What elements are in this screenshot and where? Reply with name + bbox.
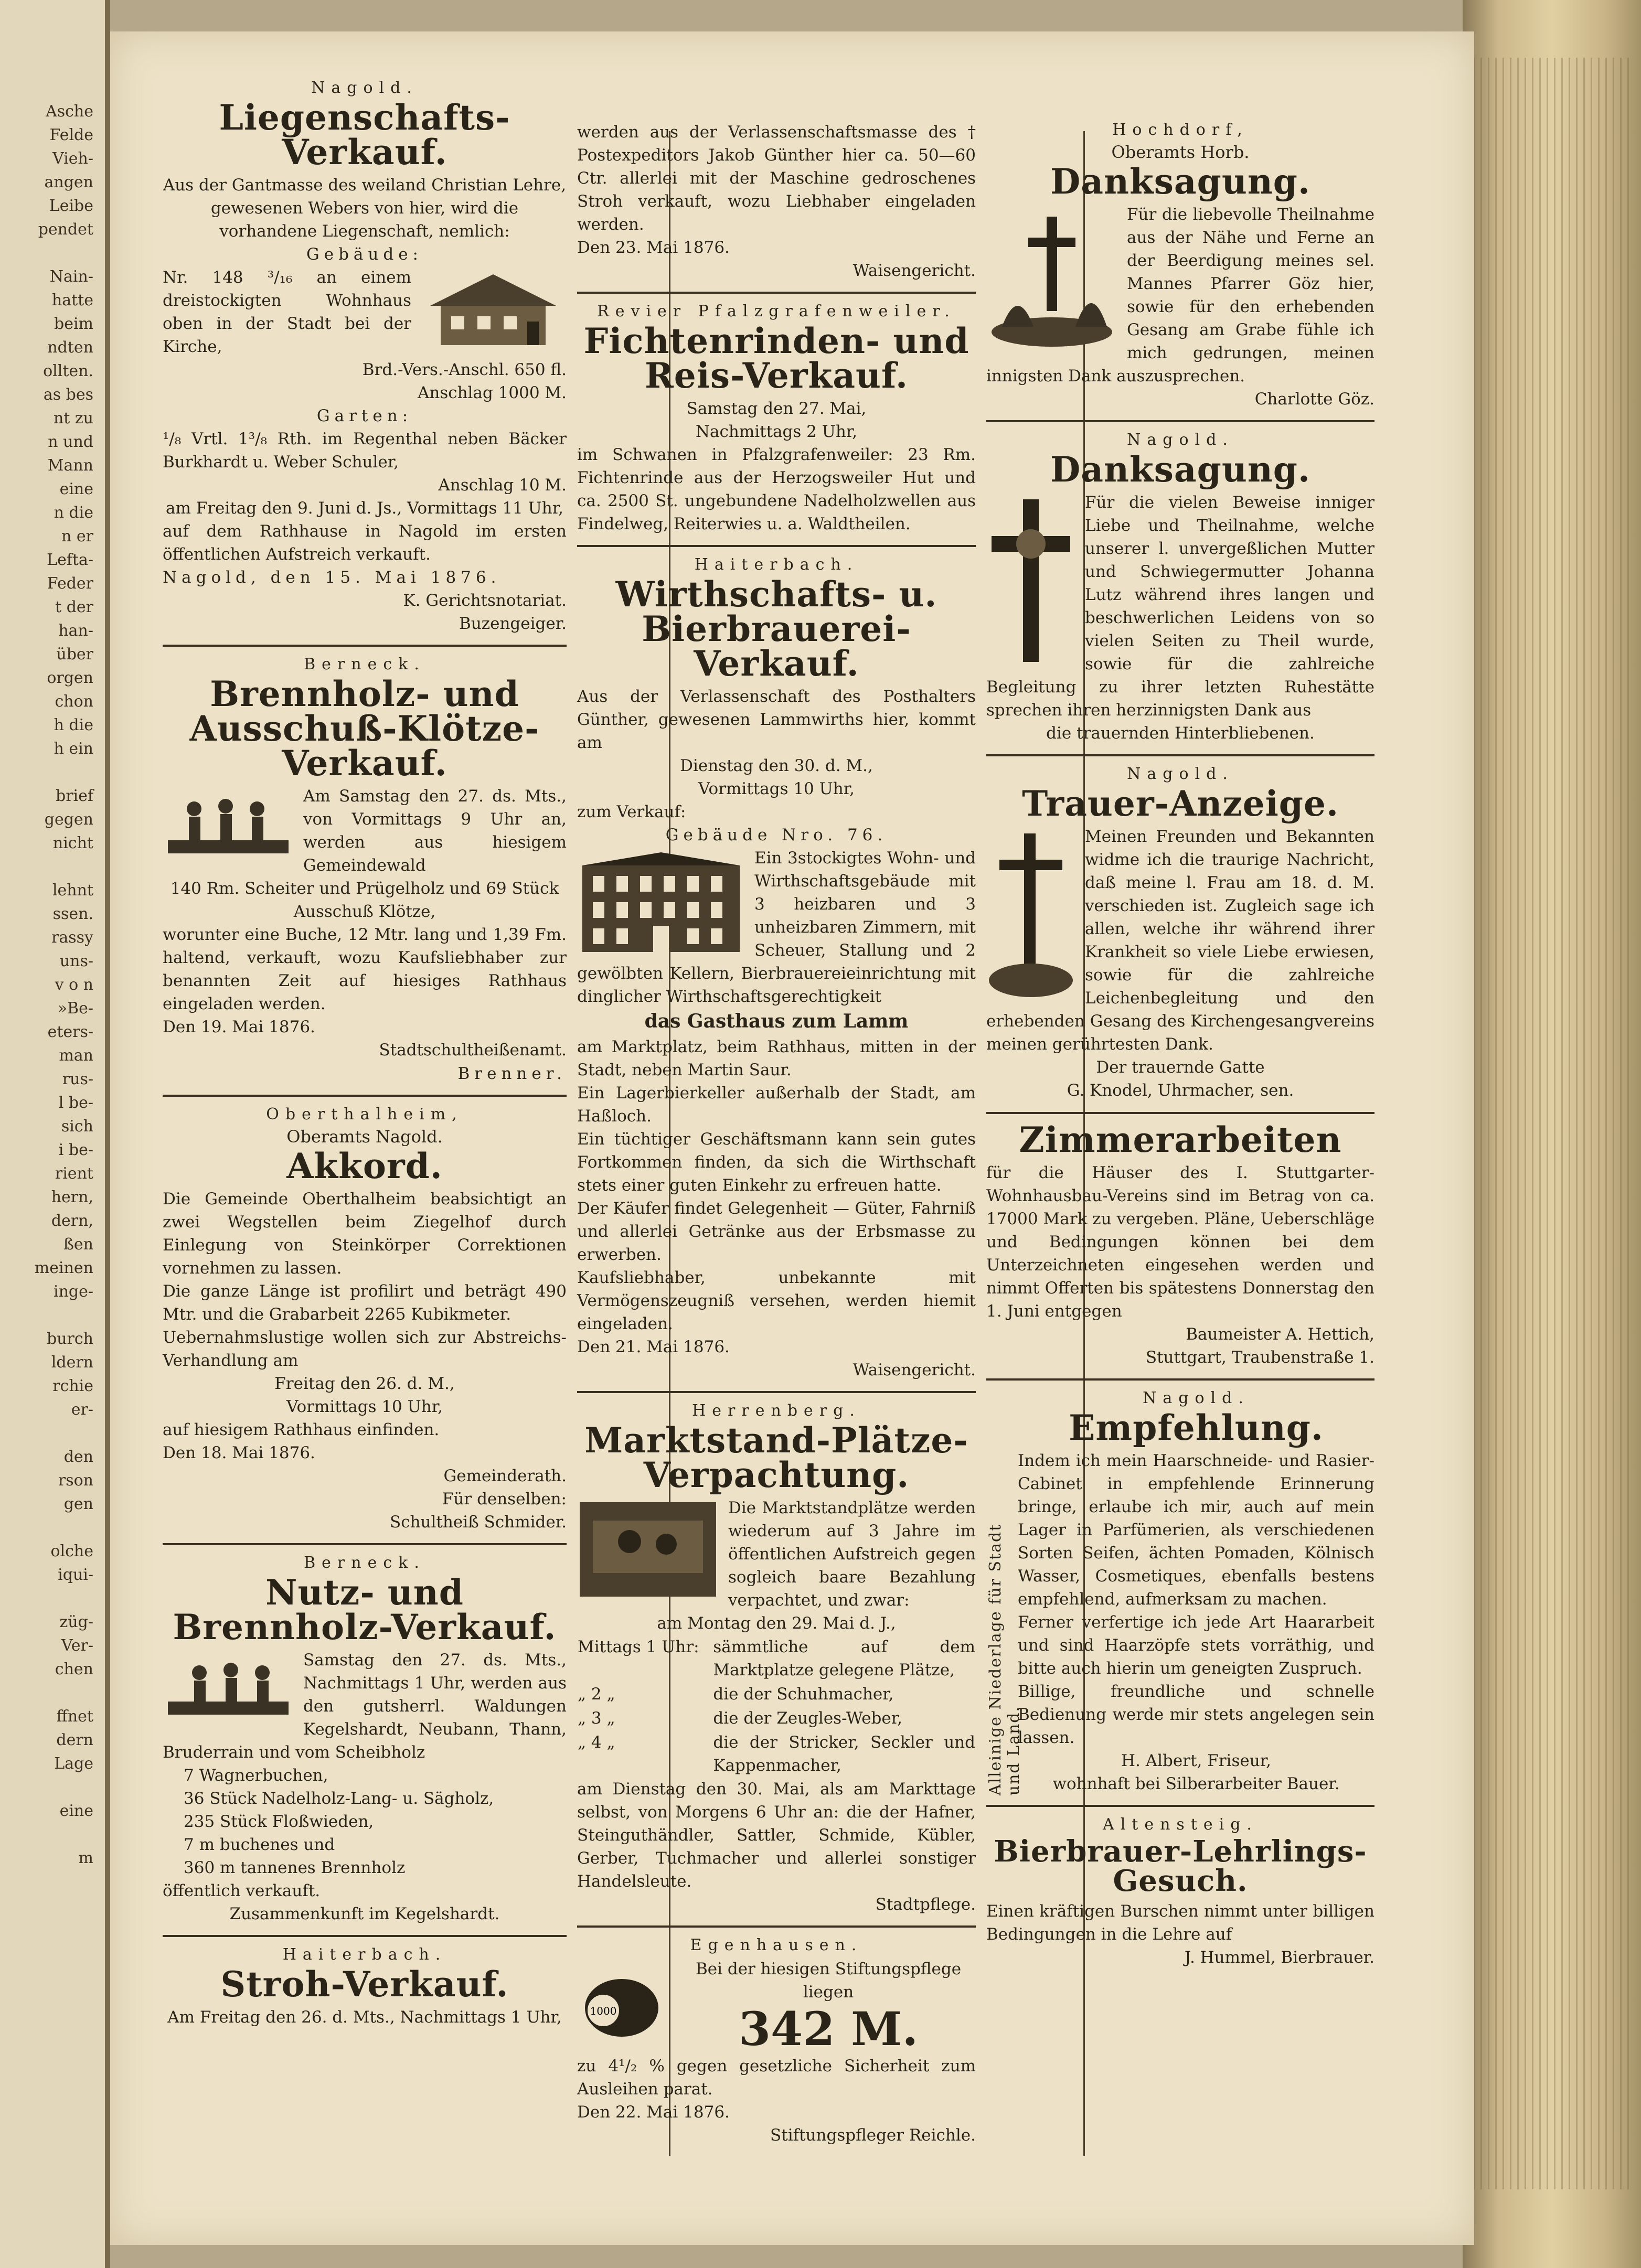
woodcutters-illustration: [163, 788, 294, 859]
ad-zimmerarbeiten: [986, 1119, 1374, 1369]
ad-text: werden aus der Verlassenschaftsmasse des † Postexpeditors Jakob Günther hier ca. 50—60 Ctr. allerlei mit der Maschine gedroschenes Stroh verkauft, wozu Liebhaber eingeladen werden.: [577, 123, 976, 234]
left-margin-fragment: gegen: [44, 810, 93, 829]
ad-place: Herrenberg.: [692, 1401, 861, 1420]
left-margin-fragment: eters-: [47, 1023, 93, 1041]
ad-signer: Schultheiß Schmider.: [389, 1512, 567, 1532]
ad-text: Für die vielen Beweise inniger Liebe und Theilnahme, welche unserer l. unvergeßlichen Mutter und Schwiegermutter Johanna Lutz während ihres langen und beschwerlichen Leidens von so vielen Seiten zu Theil wurde, sowie für die zahlreiche Begleitung zu ihrer letzten Ruhestätte sprechen ihren herzinnigsten Dank aus: [986, 493, 1374, 720]
ad-stroh-continued: [577, 121, 976, 282]
ad-place: Nagold.: [1143, 1388, 1250, 1407]
ad-signer: Brenner.: [457, 1064, 567, 1083]
left-margin-fragment: Lage: [54, 1755, 93, 1773]
ad-place-sub: Oberamts Horb.: [1111, 142, 1250, 162]
left-margin-fragment: man: [59, 1046, 93, 1065]
left-margin-fragment: [0, 1775, 93, 1799]
left-margin-fragment: [0, 1823, 93, 1846]
ad-value: Anschlag 1000 M.: [417, 383, 567, 403]
ad-item: ¹/₈ Vrtl. 1³/₈ Rth. im Regenthal neben Bäcker Burkhardt u. Weber Schuler,: [163, 430, 567, 472]
left-margin-fragment: l be-: [58, 1094, 93, 1112]
inn-building-illustration: [577, 850, 745, 955]
ad-place: Berneck.: [304, 655, 425, 674]
left-margin-fragment: meinen: [34, 1259, 93, 1277]
ad-text: Ein tüchtiger Geschäftsmann kann sein gutes Fortkommen finden, da sich die Wirthschaft stets einer guten Einkehr zu erfreuen hatte.: [577, 1129, 976, 1195]
ad-side-label: Alleinige Niederlage für Stadt und Land.: [986, 1523, 1023, 1795]
ad-text: worunter eine Buche, 12 Mtr. lang und 1,39 Fm. haltend, verkauft, wozu Kaufsliebhaber zur benannten Zeit auf hiesiges Rathhaus eingeladen werden.: [163, 925, 567, 1014]
ad-place: Altensteig.: [1103, 1815, 1258, 1834]
schedule-time: „ 2 „: [578, 1684, 615, 1704]
ad-place: Berneck.: [304, 1553, 425, 1572]
ad-headline: Marktstand-Plätze-Verpachtung.: [584, 1419, 968, 1495]
ad-place: Nagold.: [1127, 431, 1234, 450]
ad-text: Am Samstag den 27. ds. Mts., von Vormittags 9 Uhr an, werden aus hiesigem Gemeindewald: [303, 787, 567, 875]
left-margin-fragment: rchie: [52, 1377, 93, 1395]
ad-text: Kaufsliebhaber, unbekannte mit Vermögenszeugniß versehen, werden hiemit eingeladen.: [577, 1268, 976, 1333]
ad-text: im Schwanen in Pfalzgrafenweiler: 23 Rm. Fichtenrinde aus der Herzogsweiler Hut und ca. 2500 St. ungebundene Nadelholzwellen aus Findelweg, Reiterwies u. a. Waldtheilen.: [577, 445, 976, 534]
money-bag-illustration: [577, 1961, 672, 2039]
ad-wirthschafts-verkauf: [577, 555, 976, 1382]
ad-headline: Bierbrauer-Lehrlings-Gesuch.: [994, 1834, 1367, 1898]
mourning-cross-illustration: [986, 828, 1075, 1001]
ad-separator: [986, 754, 1374, 756]
ad-text: auf dem Rathhause in Nagold im ersten öffentlichen Aufstreich verkauft.: [163, 522, 567, 564]
ad-text: Der Käufer findet Gelegenheit — Güter, Fahrniß und allerlei Getränke aus der Erbsmasse zu erwerben.: [577, 1199, 976, 1264]
left-margin-fragment: züg-: [59, 1613, 93, 1631]
ad-headline: Danksagung.: [1050, 449, 1310, 490]
ad-signer: Buzengeiger.: [459, 614, 567, 634]
ad-items: 140 Rm. Scheiter und Prügelholz und 69 Stück Ausschuß Klötze,: [170, 879, 559, 922]
ad-text: Aus der Verlassenschaft des Posthalters Günther, gewesenen Lammwirths hier, kommt am: [577, 687, 976, 753]
left-margin-fragment: ndten: [47, 338, 93, 357]
ad-text: am Marktplatz, beim Rathhaus, mitten in der Stadt, neben Martin Saur.: [577, 1037, 976, 1079]
ad-place-sub: Oberamts Nagold.: [286, 1126, 443, 1147]
ad-signer: J. Hummel, Bierbrauer.: [1184, 1948, 1374, 1967]
ad-date: Den 22. Mai 1876.: [577, 2102, 730, 2122]
schedule-row: [577, 1730, 976, 1778]
ad-nutzholz-verkauf: [163, 1554, 567, 1925]
ad-headline: Stroh-Verkauf.: [220, 1963, 509, 2005]
ad-subheading: Garten:: [316, 406, 413, 426]
ad-text: am Dienstag den 30. Mai, als am Markttage selbst, von Morgens 6 Uhr an: die der Hafner, Steinguthändler, Sattler, Schmide, Kübler, Gerber, Tuchmacher und allerlei sonstiger Handelsleute.: [577, 1779, 976, 1891]
ad-danksagung-nagold: [986, 431, 1374, 745]
ad-item: Nr. 148 ³/₁₆ an einem dreistockigten Wohnhaus oben in der Stadt bei der Kirche,: [163, 268, 411, 357]
ad-separator: [163, 645, 567, 647]
ad-place: Egenhausen.: [690, 1936, 863, 1955]
left-margin-fragment: eine: [59, 1802, 93, 1820]
left-margin-fragment: Feder: [47, 574, 93, 593]
schedule-trade: sämmtliche auf dem Marktplatze gelegene Plätze,: [713, 1637, 975, 1679]
ad-separator: [986, 420, 1374, 422]
left-margin-fragment: orgen: [47, 669, 93, 687]
gravestone-cross-illustration: [986, 206, 1117, 348]
left-margin-fragment: ollten.: [43, 362, 93, 380]
ad-headline: Liegenschafts-Verkauf.: [219, 97, 510, 173]
left-margin-fragment: olche: [50, 1542, 93, 1560]
ad-amount: 342 M.: [738, 2002, 919, 2057]
ad-when: am Montag den 29. Mai d. J.,: [657, 1613, 896, 1633]
left-margin-fragment: uns-: [59, 952, 93, 970]
left-margin-fragment: gen: [63, 1495, 93, 1513]
left-margin-fragment: hern,: [51, 1188, 93, 1206]
ad-item: 360 m tannenes Brennholz: [184, 1858, 406, 1877]
ad-note: Zusammenkunft im Kegelshardt.: [229, 1904, 500, 1923]
ad-text: Bei der hiesigen Stiftungspflege liegen: [695, 1960, 962, 2002]
schedule-row: [577, 1682, 976, 1706]
column-1-content: [163, 79, 567, 2038]
ad-when: Vormittags 10 Uhr,: [698, 779, 855, 799]
ad-place: Nagold.: [311, 79, 418, 97]
ad-signer: G. Knodel, Uhrmacher, sen.: [1067, 1081, 1294, 1100]
ad-signer: Stiftungspfleger Reichle.: [770, 2125, 976, 2145]
left-margin-fragment: ffnet: [56, 1707, 93, 1726]
ad-signer: Gemeinderath.: [443, 1466, 567, 1485]
ad-value: Brd.-Vers.-Anschl. 650 fl.: [362, 360, 567, 380]
ad-signer: Der trauernde Gatte: [1096, 1058, 1265, 1077]
ad-text: für die Häuser des I. Stuttgarter-Wohnhausbau-Vereins sind im Betrag von ca. 17000 Mark zu vergeben. Pläne, Ueberschläge und Bedingungen können bei dem Unterzeichneten eingesehen werden und nimmt Offerten bis spätestens Donnerstag den 1. Juni entgegen: [986, 1163, 1374, 1321]
left-margin-fragment: »Be-: [57, 999, 93, 1018]
ad-place: Revier Pfalzgrafenweiler.: [597, 302, 956, 321]
ad-headline: Akkord.: [286, 1145, 443, 1186]
ad-signer: wohnhaft bei Silberarbeiter Bauer.: [1052, 1774, 1340, 1793]
ad-text: Ein 3stockigtes Wohn- und Wirthschaftsgebäude mit 3 heizbaren und 3 unheizbaren Zimmern, mit Scheuer, Stallung und 2 gewölbten Kellern, Bierbrauereieinrichtung mit dinglicher Wirthschaftsgerechtigkeit: [577, 849, 976, 1007]
ad-dateline: Nagold, den 15. Mai 1876.: [163, 568, 501, 587]
ad-text: Die Marktstandplätze werden wiederum auf 3 Jahre im öffentlichen Aufstreich gegen sogleich baare Bezahlung verpachtet, und zwar:: [728, 1498, 976, 1610]
ad-signer: H. Albert, Friseur,: [1121, 1751, 1271, 1770]
ad-when: Samstag den 27. Mai,: [686, 399, 867, 419]
ad-when: Dienstag den 30. d. M.,: [680, 756, 873, 776]
left-margin-fragment: rson: [58, 1471, 93, 1490]
ad-signer: Waisengericht.: [853, 1360, 976, 1379]
ad-item: 36 Stück Nadelholz-Lang- u. Sägholz,: [184, 1789, 494, 1808]
ad-separator: [163, 1095, 567, 1097]
left-margin-fragment: Asche: [46, 102, 93, 121]
ad-separator: [577, 1925, 976, 1928]
left-margin-fragment: h die: [54, 716, 93, 734]
schedule-trade: die der Zeugles-Weber,: [713, 1708, 902, 1728]
left-margin-fragment: [0, 241, 93, 265]
left-margin-fragment: t der: [55, 598, 93, 616]
left-margin-fragment: chen: [55, 1660, 93, 1678]
ad-date: Den 23. Mai 1876.: [577, 238, 730, 258]
market-stall-illustration: [577, 1500, 719, 1599]
ad-item-list: [163, 1764, 567, 1879]
ad-text: Billige, freundliche und schnelle Bedienung werde mir stets angelegen sein lassen.: [1018, 1682, 1374, 1747]
ad-separator: [577, 292, 976, 294]
ad-stiftungspflege: [577, 1936, 976, 2147]
ad-signer: Charlotte Göz.: [1254, 390, 1374, 409]
left-margin-fragment: [0, 1421, 93, 1445]
left-margin-fragment: [0, 1516, 93, 1539]
ad-akkord: [163, 1105, 567, 1534]
ad-stroh-verkauf: [163, 1945, 567, 2029]
ad-signer: Baumeister A. Hettich,: [1186, 1324, 1374, 1344]
ad-place: Nagold.: [1127, 765, 1234, 784]
left-margin-fragment: ldern: [51, 1353, 93, 1372]
left-margin-fragment: rassy: [51, 928, 93, 947]
ad-when: Vormittags 10 Uhr,: [286, 1397, 443, 1416]
left-margin-fragment: er-: [71, 1400, 93, 1419]
left-margin-fragment: dern,: [51, 1212, 93, 1230]
ad-separator: [163, 1543, 567, 1545]
ad-text: Aus der Gantmasse des weiland Christian Lehre, gewesenen Webers von hier, wird die vorhandene Liegenschaft, nemlich:: [163, 176, 567, 241]
left-margin-fragment: h ein: [54, 740, 93, 758]
left-margin-fragment: sich: [61, 1117, 93, 1136]
ad-headline: Fichtenrinden- und Reis-Verkauf.: [583, 320, 969, 397]
ad-item: 235 Stück Floßwieden,: [184, 1812, 374, 1831]
left-margin-fragment: Lefta-: [47, 551, 93, 569]
left-margin-fragment: burch: [47, 1330, 93, 1348]
left-margin-fragment: nt zu: [53, 409, 93, 427]
ad-text: Die Gemeinde Oberthalheim beabsichtigt an zwei Wegstellen beim Ziegelhof durch Einlegung von Steinkörper Correktionen vornehmen zu lassen.: [163, 1189, 567, 1278]
ad-headline: Trauer-Anzeige.: [1022, 783, 1339, 825]
ad-subheading: Gebäude Nro. 76.: [665, 826, 888, 845]
left-margin-fragment: han-: [58, 622, 93, 640]
left-margin-fragment: ssen.: [52, 905, 93, 923]
ad-text: Einen kräftigen Burschen nimmt unter billigen Bedingungen in die Lehre auf: [986, 1901, 1374, 1944]
ad-subheading: Gebäude:: [306, 245, 423, 264]
left-margin-fragment: n und: [48, 433, 93, 451]
left-margin-fragment: Nain-: [49, 268, 93, 286]
schedule-trade: die der Stricker, Seckler und Kappenmacher,: [713, 1732, 975, 1775]
ad-signer: Stadtpflege.: [875, 1895, 976, 1914]
left-margin-fragment: [0, 855, 93, 879]
ad-text: Uebernahmslustige wollen sich zur Abstreichs-Verhandlung am: [163, 1328, 567, 1370]
ad-text: Die ganze Länge ist profilirt und beträgt 490 Mtr. und die Grabarbeit 2265 Kubikmeter.: [163, 1281, 567, 1324]
house-illustration: [420, 269, 567, 348]
ad-item: 7 Wagnerbuchen,: [184, 1766, 328, 1785]
left-margin-fragment: Leibe: [49, 197, 93, 215]
left-margin-fragment: rient: [55, 1164, 93, 1183]
schedule-trade: die der Schuhmacher,: [713, 1684, 894, 1704]
left-margin-fragment: Vieh-: [52, 149, 93, 168]
left-margin-fragment: pendet: [38, 220, 93, 239]
left-margin-fragment: n er: [61, 527, 93, 545]
ad-text: öffentlich verkauft.: [163, 1881, 321, 1900]
ad-signer: Stuttgart, Traubenstraße 1.: [1145, 1347, 1374, 1367]
ad-text: Ein Lagerbierkeller außerhalb der Stadt, am Haßloch.: [577, 1083, 976, 1126]
left-margin-fragment: Ver-: [61, 1636, 93, 1655]
left-margin-fragment: lehnt: [52, 881, 93, 900]
ad-separator: [577, 1391, 976, 1393]
ad-place: Oberthalheim,: [266, 1105, 463, 1124]
schedule-row: [577, 1635, 976, 1682]
left-margin-fragment: [0, 1587, 93, 1610]
column-2-content: [577, 121, 976, 2156]
ad-danksagung-hochdorf: [986, 121, 1374, 411]
ad-headline: Empfehlung.: [1069, 1407, 1324, 1448]
ad-date: am Freitag den 9. Juni d. Js., Vormittags 11 Uhr,: [166, 499, 563, 518]
left-margin-fragment: ßen: [63, 1235, 93, 1254]
ad-text: Samstag den 27. ds. Mts., Nachmittags 1 Uhr, werden aus den gutsherrl. Waldungen Kegelshardt, Neubann, Thann, Bruderrain und vom Scheibholz: [163, 1650, 567, 1762]
left-margin-fragment: [0, 1681, 93, 1705]
left-margin-fragment: beim: [54, 315, 93, 333]
ad-headline: Danksagung.: [1050, 161, 1310, 202]
ad-date: Den 19. Mai 1876.: [163, 1018, 315, 1037]
ad-text: Meinen Freunden und Bekannten widme ich die traurige Nachricht, daß meine l. Frau am 18. d. M. verschieden ist. Zugleich sage ich allen, welche ihr während ihrer Krankheit so viele Liebe erwiesen, sowie für die zahlreiche Leichenbegleitung und den erhebenden Gesang des Kirchengesangvereins meinen gerührtesten Dank.: [986, 827, 1374, 1054]
left-page-text: [0, 0, 105, 1870]
ad-inn-name: das Gasthaus zum Lamm: [644, 1010, 909, 1033]
ad-when: Nachmittags 2 Uhr,: [695, 422, 858, 442]
ad-text: Am Freitag den 26. d. Mts., Nachmittags 1 Uhr,: [167, 2007, 562, 2027]
left-margin-fragment: [0, 1303, 93, 1327]
left-margin-fragment: eine: [59, 480, 93, 498]
ad-empfehlung: [986, 1389, 1374, 1795]
ad-text: Indem ich mein Haarschneide- und Rasier-Cabinet in empfehlende Erinnerung bringe, erlaube ich mir, auch auf mein Lager in Parfümerien, als verschiedenen Sorten Seifen, ächten Pomaden, Kölnisch Wasser, Cosmetiques, ebenfalls bestens empfehlend, aufmerksam zu machen.: [1018, 1451, 1374, 1609]
left-margin-fragment: dern: [56, 1731, 93, 1749]
ad-separator: [163, 1935, 567, 1937]
ad-marktstand-verpachtung: [577, 1402, 976, 1916]
ad-headline: Brennholz- und Ausschuß-Klötze-Verkauf.: [189, 673, 540, 784]
ad-brennholz-verkauf: [163, 655, 567, 1085]
schedule-time: „ 3 „: [578, 1708, 615, 1728]
ad-place: Haiterbach.: [282, 1945, 447, 1964]
left-margin-fragment: angen: [44, 173, 93, 191]
left-margin-fragment: brief: [56, 787, 93, 805]
ad-lehrlings-gesuch: [986, 1815, 1374, 1969]
left-page-edge: [0, 0, 110, 2268]
ad-separator: [986, 1112, 1374, 1114]
left-margin-fragment: über: [56, 645, 93, 664]
ad-fichtenrinden-verkauf: [577, 302, 976, 536]
left-margin-fragment: den: [63, 1448, 93, 1466]
ad-signer: Stadtschultheißenamt.: [379, 1041, 567, 1060]
ad-item: 7 m buchenes und: [184, 1835, 335, 1854]
ad-liegenschafts-verkauf: [163, 79, 567, 635]
ad-signer: die trauernden Hinterbliebenen.: [1046, 724, 1315, 743]
market-schedule-table: [577, 1635, 976, 1778]
ad-headline: Wirthschafts- u. Bierbrauerei-Verkauf.: [615, 574, 937, 684]
ad-text: zum Verkauf:: [577, 803, 686, 822]
left-margin-fragment: [0, 761, 93, 784]
schedule-row: [577, 1706, 976, 1730]
ad-value: Anschlag 10 M.: [438, 476, 567, 495]
cross-illustration: [986, 494, 1075, 667]
ad-signer: Für denselben:: [442, 1489, 567, 1509]
ad-text: Für die liebevolle Theilnahme aus der Nähe und Ferne an der Beerdigung meines sel. Mannes Pfarrer Göz hier, sowie für den erhebenden Gesang am Grabe fühle ich mich gedrungen, meinen innigsten Dank auszusprechen.: [986, 205, 1374, 386]
woodcutters-illustration: [163, 1652, 294, 1720]
left-margin-fragment: rus-: [62, 1070, 93, 1088]
ad-place: Hochdorf,: [1112, 121, 1249, 139]
ad-separator: [986, 1378, 1374, 1381]
left-margin-fragment: chon: [55, 692, 93, 711]
left-margin-fragment: n die: [54, 504, 93, 522]
schedule-time: Mittags 1 Uhr:: [578, 1637, 699, 1656]
coin-label: 1000: [590, 2005, 617, 2018]
left-margin-fragment: as bes: [43, 386, 93, 404]
ad-text: auf hiesigem Rathhaus einfinden.: [163, 1420, 440, 1439]
left-margin-fragment: Felde: [49, 126, 93, 144]
left-margin-fragment: iqui-: [58, 1566, 93, 1584]
ad-separator: [986, 1805, 1374, 1807]
left-margin-fragment: m: [78, 1849, 93, 1867]
ad-headline: Nutz- und Brennholz-Verkauf.: [173, 1571, 557, 1647]
left-margin-fragment: inge-: [53, 1282, 93, 1301]
ad-trauer-anzeige: [986, 765, 1374, 1102]
schedule-time: „ 4 „: [578, 1732, 615, 1752]
ad-place: Haiterbach.: [694, 555, 859, 574]
left-margin-fragment: v o n: [55, 976, 93, 994]
left-margin-fragment: Mann: [47, 456, 93, 475]
column-3-content: [986, 121, 1374, 1978]
ad-signer: K. Gerichtsnotariat.: [403, 591, 567, 611]
ad-signer: Waisengericht.: [853, 261, 976, 281]
ad-headline: Zimmerarbeiten: [1019, 1119, 1342, 1160]
left-margin-fragment: i be-: [58, 1141, 93, 1159]
ad-when: Freitag den 26. d. M.,: [274, 1374, 455, 1393]
ad-date: Den 21. Mai 1876.: [577, 1337, 730, 1356]
ad-date: Den 18. Mai 1876.: [163, 1443, 315, 1462]
ad-separator: [577, 545, 976, 547]
left-margin-fragment: nicht: [52, 834, 93, 852]
left-margin-fragment: hatte: [51, 291, 93, 309]
ad-text: Ferner verfertige ich jede Art Haararbeit und sind Haarzöpfe stets vorräthig, und bitte auch hierin um geneigten Zuspruch.: [1018, 1612, 1374, 1678]
book-binding-edge: [1463, 0, 1641, 2268]
ad-text: zu 4¹/₂ % gegen gesetzliche Sicherheit zum Ausleihen parat.: [577, 2056, 976, 2099]
